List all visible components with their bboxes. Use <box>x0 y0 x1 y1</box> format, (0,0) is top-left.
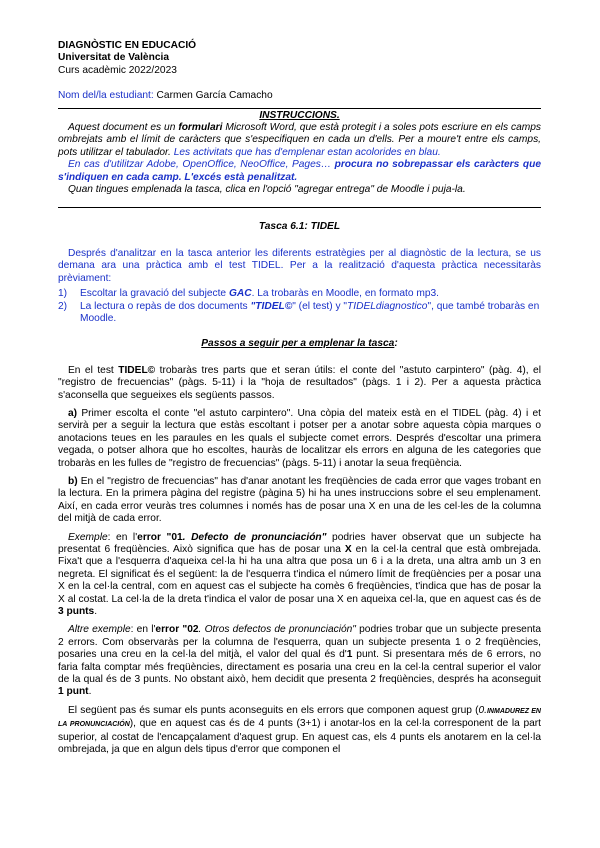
list-item-number: 2) <box>58 300 68 312</box>
list-item-text: La lectura o repàs de dos documents "TIDEL©" (el test) y "TIDELdiagnostico", que també trobaràs en Moodle. <box>80 300 540 324</box>
divider-top <box>58 108 541 109</box>
document-page <box>58 40 541 757</box>
university-name: Universitat de València <box>58 52 169 64</box>
instructions-p1-blue: Les activitats que has d'emplenar estan acolorides en blau. <box>173 146 441 158</box>
list-item <box>58 301 541 326</box>
student-line <box>58 90 541 102</box>
student-label: Nom del/la estudiant: <box>58 90 154 102</box>
instructions-p1-text2: Microsoft Word, que està protegit i a soles pots escriure en els camps ombrejats amb el límit de caràcters que s'especifiquen en cada un d'ells. Per a moure't entre els camps, pots utilitzar el tabulador. <box>58 122 541 158</box>
task-title: Tasca 6.1: TIDEL <box>258 221 341 233</box>
student-name-field[interactable]: Carmen García Camacho <box>156 90 273 102</box>
instructions-p1-bold: formulari <box>178 122 223 134</box>
academic-year: Curs acadèmic 2022/2023 <box>58 64 177 76</box>
step-a: a) Primer escolta el conte "el astuto carpintero". Una còpia del mateix està en el TIDEL (pàg. 4) i et servirà per a seguir la lectura que estàs escoltant i potser per a anotar sobre aquesta còpia marques o anotacions teues en les paraules en les quals el subjecte comet errors. Després d'escoltar una primera vegada, o potser alhora que ho escoltes, hauràs de localitzar els errors en alguna de les categories que trobaràs en les fulles de "registro de frecuencias" (pàgs. 5-11) i anotar la seua freqüència. <box>58 407 541 469</box>
task-requirements-list <box>58 288 541 325</box>
task-intro: Després d'analitzar en la tasca anterior les diferents estratègies per al diagnòstic de la lectura, se us demana ara una pràctica amb el test TIDEL. Per a la realització d'aquesta pràctica necessitaràs prèviament: <box>58 247 541 284</box>
list-item-text: Escoltar la gravació del subjecte GAC. La trobaràs en Moodle, en formato mp3. <box>80 288 440 300</box>
instructions-p1-text: Aquest document es un <box>68 122 179 134</box>
steps-title: Passos a seguir per a emplenar la tasca: <box>201 338 398 350</box>
instructions-block <box>58 110 541 197</box>
instructions-p3: Quan tingues emplenada la tasca, clica en l'opció "agregar entrega" de Moodle i puja-la. <box>68 184 466 196</box>
divider-bottom <box>58 207 541 208</box>
final-step: El següent pas és sumar els punts aconseguits en els errors que componen aquest grup (0.INMADUREZ EN LA PRONUNCIACIÓN), que en aquest cas és de 4 punts (3+1) i anotar-los en la cel·la corresponent de la part superior, al costat de l'encapçalament d'aquest grup. En aquest cas, els 4 punts els anotarem en la cel·la ombrejada, ja que en algun dels tipus d'error que componen el <box>58 704 541 756</box>
example-2: Altre exemple: en l'error "02. Otros defectos de pronunciación" podries trobar que un subjecte presenta 2 errors. Com observaràs per la columna de l'esquerra, quan un subjecte presenta 1 o 2 freqüències, posaries una creu en la cel·la del mitjà, el valor del qual és d'1 punt. Si presentara més de 6 errors, no faria falta comptar més freqüències, directament es posaria una creu en la cel·la central superior el valor de la qual és de 3 punts. No obstant això, hem decidit que presenta 2 freqüències, després ha aconseguit 1 punt. <box>58 624 542 698</box>
document-title: DIAGNÒSTIC EN EDUCACIÓ <box>58 40 197 51</box>
instructions-p2-bold: procura no sobrepassar els caràcters que s'indiquen en cada camp. L'excés està penalitzat. <box>58 159 541 183</box>
instructions-p2-text: En cas d'utilitzar Adobe, OpenOffice, NeoOffice, Pages… <box>68 159 335 171</box>
instructions-p1 <box>58 122 541 159</box>
list-item-number: 1) <box>58 288 68 300</box>
instructions-heading: INSTRUCCIONS. <box>259 109 340 121</box>
instructions-p2 <box>58 159 541 184</box>
example-1: Exemple: en l'error "01. Defecto de pronunciación" podries haver observat que un subjecte ha presentat 6 freqüències. Això significa que has de posar una X en la cel·la central que està ombrejada. Fixa't que a l'esquerra d'aqueixa cel·la hi ha una altra que posa un 6 i a la dreta, una altra amb un 3 en negreta. El significat és el següent: la de l'esquerra t'indica el número límit de freqüències per a posar una X en la cel·la central, com en aquest cas el subjecte ha comès 6 freqüències, t'indica que has de posar la X al costat. La cel·la de la dreta t'indica el valor de posar una X en aqueixa cel·la, que en aquest cas és de 3 punts. <box>58 531 542 618</box>
step-b: b) En el "registro de frecuencias" has d'anar anotant les freqüències de cada error que vages trobant en la lectura. En la primera pàgina del registre (pàgina 5) hi ha unes instruccions sobre el seu emplenament. Així, en cada error veuràs tres columnes i només has de posar una X en una de les cel·les de la columna del mitjà de cada error. <box>58 475 541 525</box>
steps-p1: En el test TIDEL© trobaràs tres parts que et seran útils: el conte del "astuto carpintero" (pàg. 4), el "registro de frecuencias" (pàgs. 5-11) i la "hoja de resultados" (pàgs. 1 i 2). Per a aquesta pràctica s'aconsella que segueixes els següents passos. <box>58 364 541 401</box>
list-item <box>58 288 541 300</box>
